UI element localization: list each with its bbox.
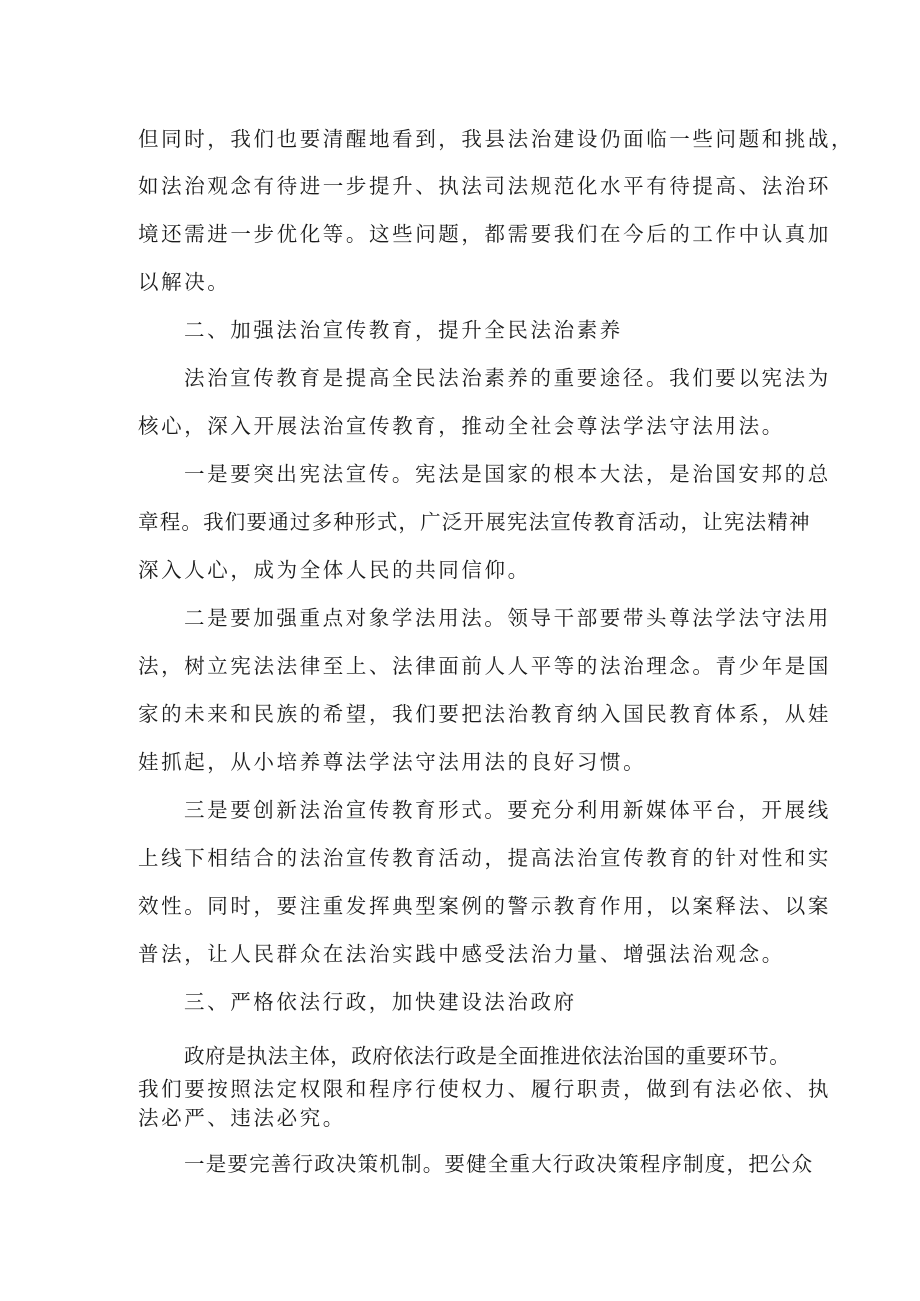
paragraph-line: 上线下相结合的法治宣传教育活动，提高法治宣传教育的针对性和实	[138, 846, 831, 870]
paragraph-line: 法必严、违法必究。	[138, 1106, 346, 1130]
paragraph-line: 普法，让人民群众在法治实践中感受法治力量、增强法治观念。	[138, 942, 785, 966]
paragraph-line: 效性。同时，要注重发挥典型案例的警示教育作用，以案释法、以案	[138, 894, 831, 918]
paragraph-line: 一是要完善行政决策机制。要健全重大行政决策程序制度，把公众	[184, 1152, 814, 1176]
paragraph-line: 一是要突出宪法宣传。宪法是国家的根本大法，是治国安邦的总	[184, 462, 831, 486]
paragraph-line: 二是要加强重点对象学法用法。领导干部要带头尊法学法守法用	[184, 606, 831, 630]
paragraph-line: 我们要按照法定权限和程序行使权力、履行职责，做到有法必依、执	[138, 1077, 831, 1101]
paragraph-line: 如法治观念有待进一步提升、执法司法规范化水平有待提高、法治环	[138, 174, 831, 198]
paragraph-line: 但同时，我们也要清醒地看到，我县法治建设仍面临一些问题和挑战，	[138, 127, 855, 151]
paragraph-line: 法，树立宪法法律至上、法律面前人人平等的法治理念。青少年是国	[138, 654, 831, 678]
paragraph-line: 政府是执法主体，政府依法行政是全面推进依法治国的重要环节。	[184, 1044, 791, 1068]
paragraph-line: 以解决。	[138, 270, 231, 294]
paragraph-line: 核心，深入开展法治宣传教育，推动全社会尊法学法守法用法。	[138, 414, 785, 438]
paragraph-line: 法治宣传教育是提高全民法治素养的重要途径。我们要以宪法为	[184, 366, 831, 390]
section-heading: 二、加强法治宣传教育，提升全民法治素养	[184, 318, 623, 342]
paragraph-line: 章程。我们要通过多种形式，广泛开展宪法宣传教育活动，让宪法精神	[138, 510, 811, 534]
paragraph-line: 家的未来和民族的希望，我们要把法治教育纳入国民教育体系，从娃	[138, 702, 831, 726]
paragraph-line: 三是要创新法治宣传教育形式。要充分利用新媒体平台，开展线	[184, 798, 831, 822]
section-heading: 三、严格依法行政，加快建设法治政府	[184, 990, 577, 1014]
paragraph-line: 深入人心，成为全体人民的共同信仰。	[138, 558, 531, 582]
paragraph-line: 娃抓起，从小培养尊法学法守法用法的良好习惯。	[138, 750, 647, 774]
paragraph-line: 境还需进一步优化等。这些问题，都需要我们在今后的工作中认真加	[138, 222, 831, 246]
